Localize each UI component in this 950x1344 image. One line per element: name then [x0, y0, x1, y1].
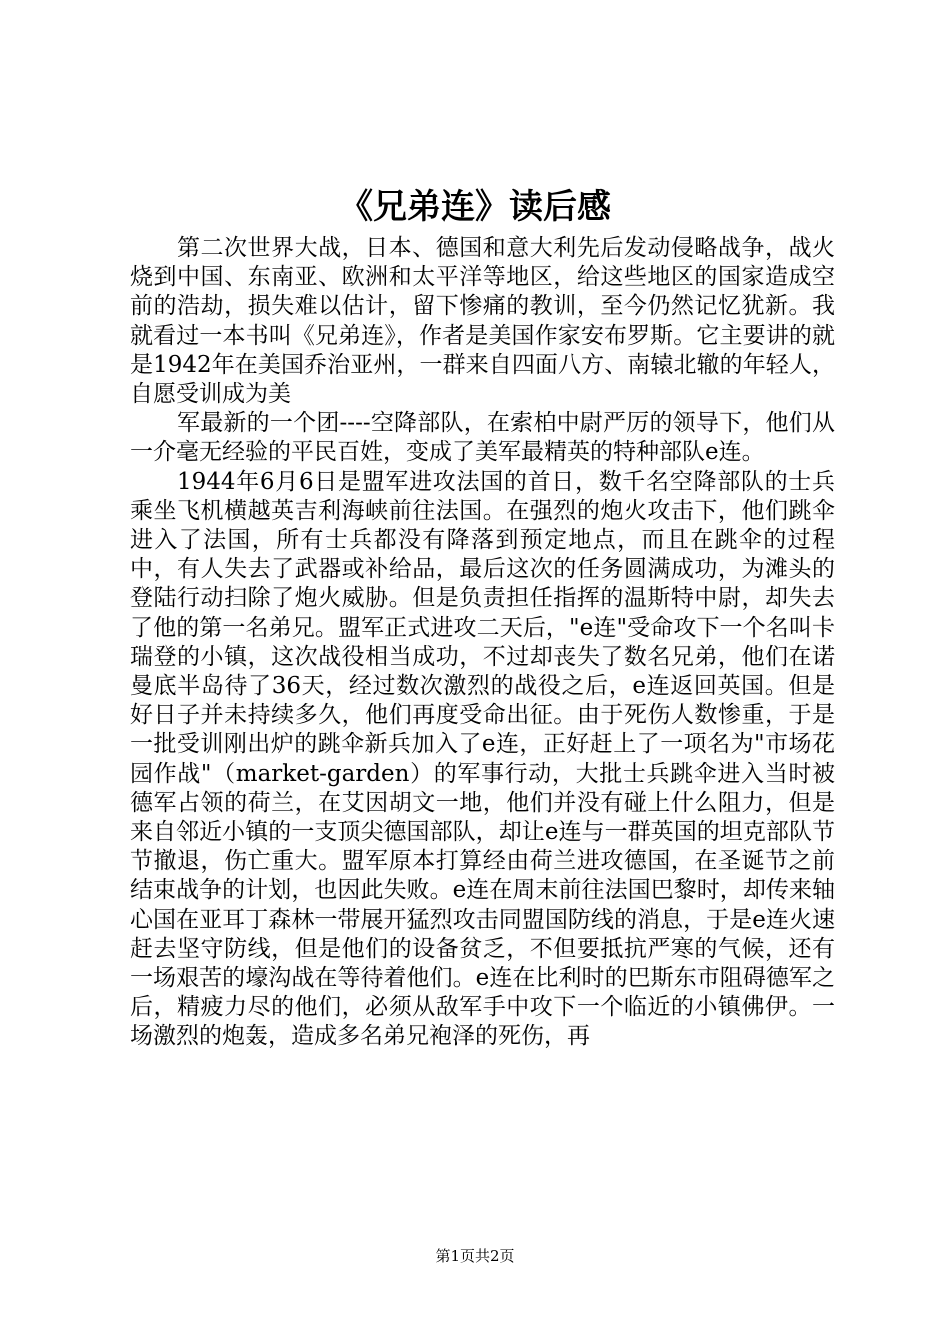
paragraph: 第二次世界大战，日本、德国和意大利先后发动侵略战争，战火烧到中国、东南亚、欧洲和太平洋等地区，给这些地区的国家造成空前的浩劫，损失难以估计，留下惨痛的教训，至今仍然记忆犹新。我就看过一本书叫《兄弟连》，作者是美国作家安布罗斯。它主要讲的就是1942年在美国乔治亚州，一群来自四面八方、南辕北辙的年轻人，自愿受训成为美 [130, 235, 835, 408]
paragraph: 1944年6月6日是盟军进攻法国的首日，数千名空降部队的士兵乘坐飞机横越英吉利海峡前往法国。在强烈的炮火攻击下，他们跳伞进入了法国，所有士兵都没有降落到预定地点，而且在跳伞的过程中，有人失去了武器或补给品，最后这次的任务圆满成功，为滩头的登陆行动扫除了炮火威胁。但是负责担任指挥的温斯特中尉，却失去了他的第一名弟兄。盟军正式进攻二天后，"e连"受命攻下一个名叫卡瑞登的小镇，这次战役相当成功，不过却丧失了数名兄弟，他们在诺曼底半岛待了36天，经过数次激烈的战役之后，e连返回英国。但是好日子并未持续多久，他们再度受命出征。由于死伤人数惨重，于是一批受训刚出炉的跳伞新兵加入了e连，正好赶上了一项名为"市场花园作战"（market-garden）的军事行动，大批士兵跳伞进入当时被德军占领的荷兰，在艾因胡文一地，他们并没有碰上什么阻力，但是来自邻近小镇的一支顶尖德国部队，却让e连与一群英国的坦克部队节节撤退，伤亡重大。盟军原本打算经由荷兰进攻德国，在圣诞节之前结束战争的计划，也因此失败。e连在周末前往法国巴黎时，却传来轴心国在亚耳丁森林一带展开猛烈攻击同盟国防线的消息，于是e连火速赶去坚守防线，但是他们的设备贫乏，不但要抵抗严寒的气候，还有一场艰苦的壕沟战在等待着他们。e连在比利时的巴斯东市阻碍德军之后，精疲力尽的他们，必须从敌军手中攻下一个临近的小镇佛伊。一场激烈的炮轰，造成多名弟兄袍泽的死伤，再 [130, 468, 835, 1050]
document-title: 《兄弟连》读后感 [339, 187, 611, 227]
document-body [130, 234, 835, 1052]
page-number: 第1页 [435, 1247, 475, 1265]
page-footer [0, 1246, 950, 1266]
paragraph: 军最新的一个团----空降部队，在索柏中尉严厉的领导下，他们从一介毫无经验的平民百姓，变成了美军最精英的特种部队e连。 [130, 410, 835, 466]
page-count: 共2页 [475, 1247, 515, 1265]
